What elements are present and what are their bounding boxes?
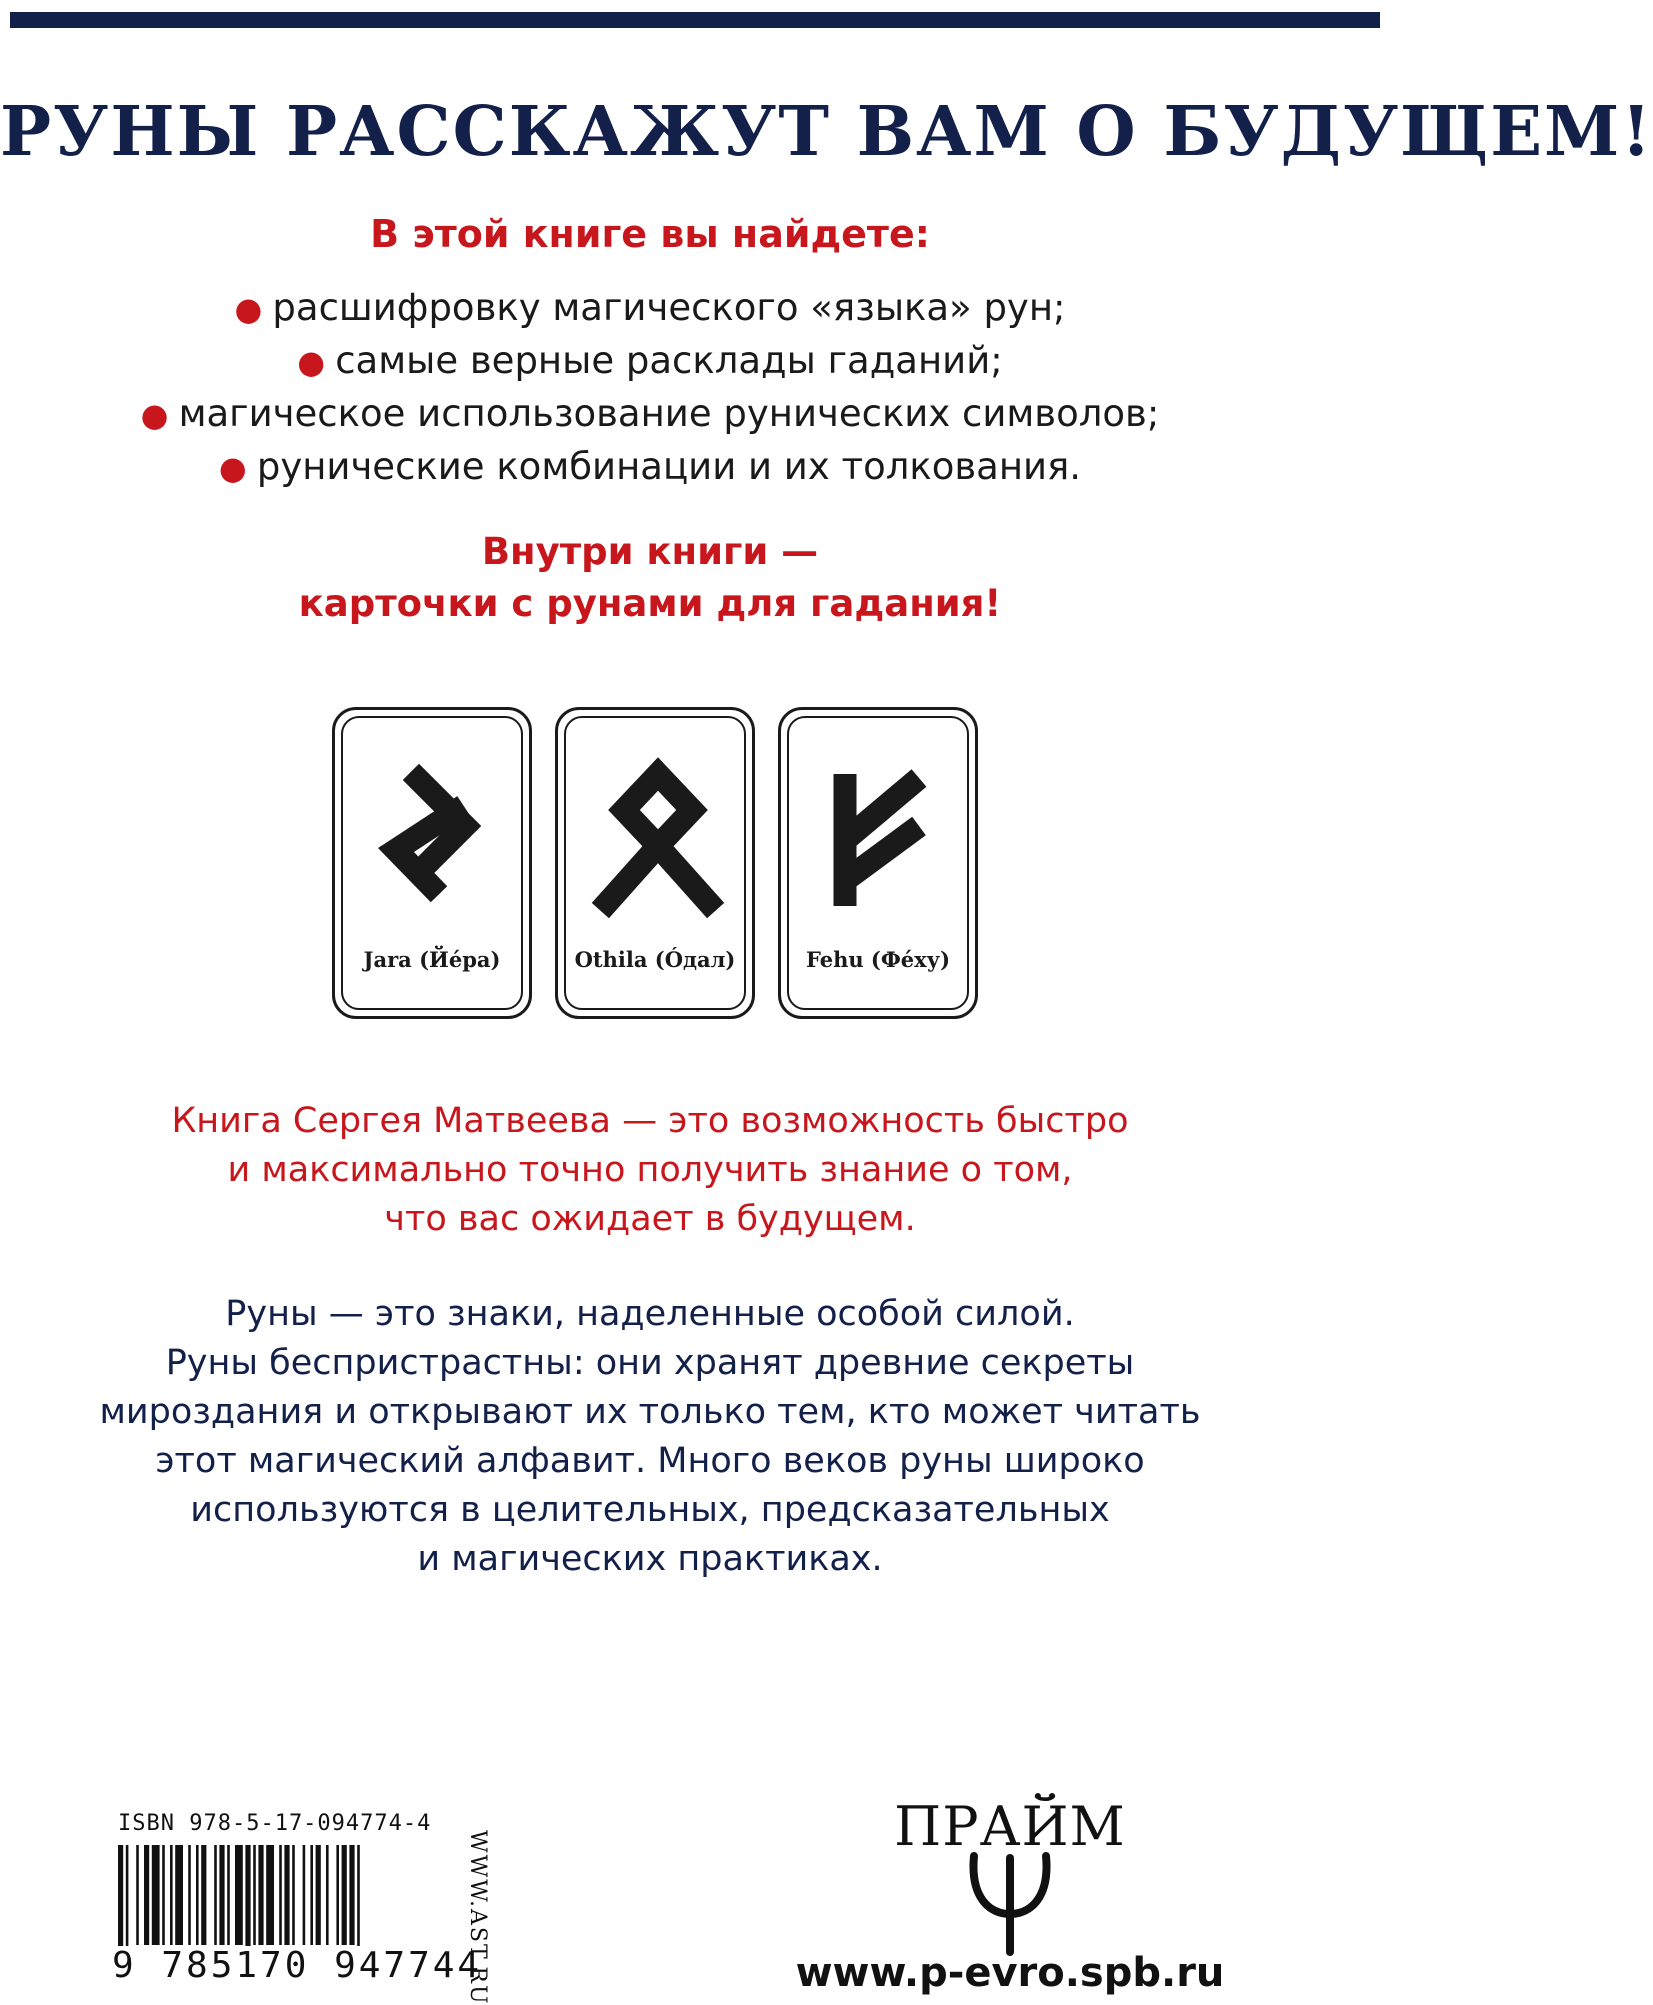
barcode-bar (266, 1845, 274, 1945)
barcode-bar (284, 1845, 289, 1945)
rune-card-othila (555, 707, 755, 1019)
barcode-bar (188, 1845, 191, 1945)
features-heading: В этой книге вы найдете: (370, 212, 930, 256)
barcode-bar (152, 1845, 160, 1945)
top-color-bar (10, 12, 1380, 28)
paragraph-line: Руны — это знаки, наделенные особой силой. (225, 1294, 1075, 1334)
barcode-bar (253, 1845, 256, 1945)
othila-rune-icon (558, 734, 758, 934)
barcode-bar (336, 1845, 339, 1945)
feature-item (0, 335, 1300, 388)
paragraph-line: и максимально точно получить знание о том, (227, 1150, 1073, 1190)
paragraph-line: используются в целительных, предсказательных (190, 1490, 1110, 1530)
paragraph-line: и магических практиках. (417, 1539, 883, 1579)
publisher-psi-logo-icon (960, 1848, 1060, 1960)
barcode-bar (326, 1845, 329, 1945)
bullet-icon: ● (218, 449, 247, 487)
barcode-bar (279, 1845, 282, 1945)
barcode-bar (196, 1845, 199, 1945)
paragraph-line: Руны беспристрастны: они хранят древние секреты (165, 1343, 1135, 1383)
paragraph-line: мироздания и открывают их только тем, кто может читать (99, 1392, 1201, 1432)
paragraph-line: что вас ожидает в будущем. (384, 1199, 916, 1239)
features-list (0, 282, 1300, 494)
feature-item (0, 441, 1300, 494)
barcode-bar (175, 1845, 183, 1945)
barcode-bar (136, 1845, 139, 1945)
barcode-bar (303, 1845, 306, 1945)
runes-paragraph (0, 1290, 1300, 1584)
bullet-icon: ● (140, 396, 169, 434)
barcode-bar (235, 1845, 243, 1945)
barcode-bar (349, 1845, 354, 1945)
barcode-bar (316, 1845, 321, 1945)
barcode-bar (170, 1845, 173, 1945)
card-label: Jara (Йéра) (363, 947, 501, 972)
author-paragraph (0, 1097, 1300, 1244)
barcode-bar (144, 1845, 149, 1945)
feature-text: рунические комбинации и их толкования. (256, 445, 1082, 488)
barcode-bar (292, 1845, 295, 1945)
barcode-bar (162, 1845, 165, 1945)
feature-item (0, 282, 1300, 335)
fehu-rune-icon (781, 734, 981, 934)
paragraph-line: Книга Сергея Матвеева — это возможность быстро (171, 1101, 1129, 1141)
barcode-bar (219, 1845, 224, 1945)
bullet-icon: ● (297, 343, 326, 381)
isbn-number: ISBN 978-5-17-094774-4 (118, 1811, 432, 1836)
barcode-bar (342, 1845, 347, 1945)
rune-card-jara (332, 707, 532, 1019)
jara-rune-icon (335, 734, 535, 934)
bullet-icon: ● (234, 290, 263, 328)
barcode-bar (310, 1845, 313, 1945)
publisher-website: www.p-evro.spb.ru (795, 1950, 1225, 1996)
feature-item (0, 388, 1300, 441)
card-label: Fehu (Фéху) (805, 947, 951, 972)
barcode-bar (214, 1845, 217, 1945)
inside-note-line: карточки с рунами для гадания! (298, 582, 1002, 625)
card-label: Othila (Óдал) (574, 947, 736, 972)
publisher-logo-text: ПРАЙМ (894, 1795, 1126, 1858)
feature-text: самые верные расклады гаданий; (335, 339, 1003, 382)
rune-card-fehu (778, 707, 978, 1019)
barcode-bar (227, 1845, 230, 1945)
feature-text: магическое использование рунических символов; (178, 392, 1160, 435)
cover-title: РУНЫ РАССКАЖУТ ВАМ О БУДУЩЕМ! (0, 92, 1653, 172)
paragraph-line: этот магический алфавит. Много веков руны широко (155, 1441, 1145, 1481)
ast-website: WWW.AST.RU (465, 1830, 490, 2005)
barcode-bar (201, 1845, 206, 1945)
barcode-digits: 9 785170 947744 (112, 1945, 483, 1986)
inside-note-line: Внутри книги — (481, 530, 819, 573)
barcode-bar (258, 1845, 263, 1945)
feature-text: расшифровку магического «языка» рун; (272, 286, 1066, 329)
inside-note (0, 526, 1300, 630)
